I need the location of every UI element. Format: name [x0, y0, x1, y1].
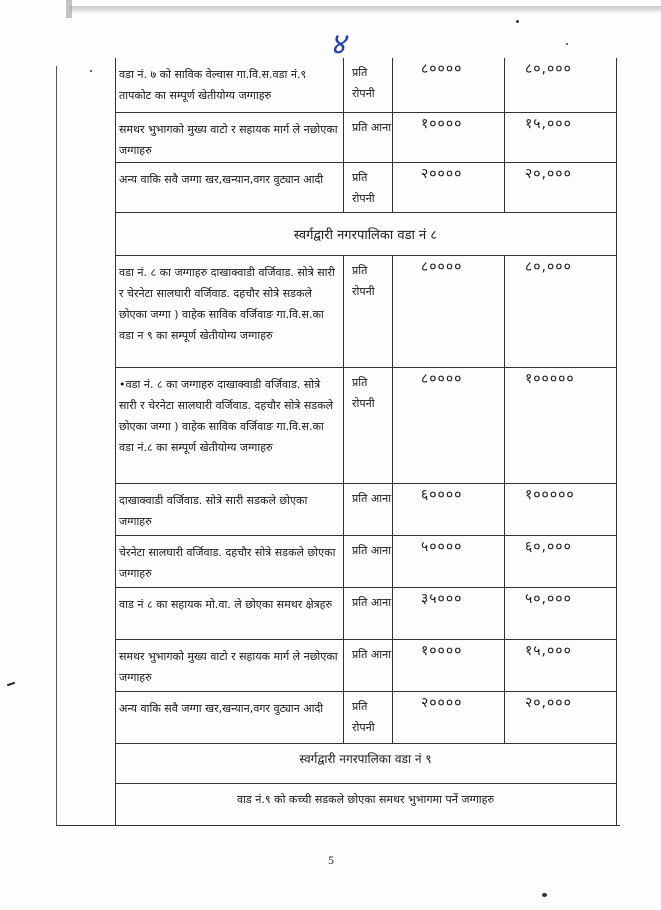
row-unit: प्रति आना	[344, 640, 393, 692]
scan-speck	[542, 893, 547, 897]
left-margin-line	[56, 66, 57, 826]
row-rate: १००००	[393, 640, 505, 692]
row-description: समथर भुभागको मुख्य वाटो र सहायक मार्ग ले नछोएका जग्गाहरु	[115, 640, 344, 692]
row-value: १०००००	[505, 368, 617, 484]
row-unit: प्रति रोपनी	[344, 692, 393, 744]
row-description: वडा नं. ७ को साविक वेल्वास गा.वि.स.वडा नं.९ तापकोट का सम्पूर्ण खेतीयोग्य जग्गाहरु	[115, 58, 344, 113]
row-value: ५०,०००	[505, 588, 617, 640]
row-rate: १००००	[393, 113, 505, 163]
row-unit: प्रति रोपनी	[344, 256, 393, 368]
row-description: दाखाक्वाडी वर्जिवाड. सोत्रे सारी सडकले छोएका जग्गाहरु	[115, 484, 344, 536]
row-value: ८०,०००	[505, 58, 617, 113]
row-description: समथर भुभागको मुख्य वाटो र सहायक मार्ग ले नछोएका जग्गाहरु	[115, 113, 344, 163]
row-rate: ६००००	[393, 484, 505, 536]
row-unit: प्रति आना	[344, 113, 393, 163]
table-row	[115, 163, 617, 213]
table-row	[115, 536, 617, 588]
scan-top-shadow	[70, 6, 661, 14]
page-number: 5	[328, 853, 334, 867]
table-row	[115, 640, 617, 692]
table-row	[115, 368, 617, 484]
row-unit: प्रति आना	[344, 588, 393, 640]
row-rate: ८००००	[393, 58, 505, 113]
section-header-row	[115, 213, 617, 256]
row-rate: ५००००	[393, 536, 505, 588]
scan-corner-shadow	[66, 0, 72, 18]
section-header-row	[115, 744, 617, 784]
table-row	[115, 58, 617, 113]
row-description: वडा नं. ८ का जग्गाहरु दाखाक्वाडी वर्जिवाड. सोत्रे सारी र चेरनेटा सालघारी वर्जिवाड. दहचौर सोत्रे सडकले छोएका जग्गा ) वाहेक साविक वर्जिवाङ गा.वि.स.का वडा न ९ का सम्पूर्ण खेतीयोग्य जग्गाहरु	[115, 256, 344, 368]
handwritten-page-mark: ४	[330, 27, 346, 62]
table-row	[115, 692, 617, 744]
table-row	[115, 113, 617, 163]
row-description: अन्य वाकि सवै जग्गा खर,खन्यान,वगर वुट्यान आदी	[115, 163, 344, 213]
row-description: •वडा नं. ८ का जग्गाहरु दाखाक्वाडी वर्जिवाड. सोत्रे सारी र चेरनेटा सालघारी वर्जिवाड. दहचौर सोत्रे सडकले छोएका जग्गा ) वाहेक साविक वर्जिवाङ गा.वि.स.का वडा नं.८ का सम्पूर्ण खेतीयोग्य जग्गाहरु	[115, 368, 344, 484]
row-rate: ८००००	[393, 256, 505, 368]
scan-speck	[566, 43, 568, 45]
row-rate: २००००	[393, 163, 505, 213]
table-row	[115, 256, 617, 368]
table-row	[115, 484, 617, 536]
table-row	[115, 588, 617, 640]
row-unit: प्रति आना	[344, 536, 393, 588]
row-unit: प्रति रोपनी	[344, 58, 393, 113]
row-description: चेरनेटा सालघारी वर्जिवाड. दहचौर सोत्रे सडकले छोएका जग्गाहरु	[115, 536, 344, 588]
scan-speck	[90, 70, 92, 72]
row-unit: प्रति रोपनी	[344, 368, 393, 484]
row-value: ६०,०००	[505, 536, 617, 588]
scan-mark	[7, 682, 15, 687]
row-rate: ८००००	[393, 368, 505, 484]
row-value: १५,०००	[505, 113, 617, 163]
row-description: अन्य वाकि सवै जग्गा खर,खन्यान,वगर वुट्यान आदी	[115, 692, 344, 744]
row-value: २०,०००	[505, 692, 617, 744]
section-title: स्वर्गद्वारी नगरपालिका वडा नं ९	[115, 744, 617, 784]
row-value: ८०,०००	[505, 256, 617, 368]
row-value: २०,०००	[505, 163, 617, 213]
row-unit: प्रति रोपनी	[344, 163, 393, 213]
row-value: १५,०००	[505, 640, 617, 692]
row-rate: २००००	[393, 692, 505, 744]
section-header-row	[115, 784, 617, 826]
scan-speck	[516, 20, 519, 23]
row-value: १०००००	[505, 484, 617, 536]
section-title: स्वर्गद्वारी नगरपालिका वडा नं ८	[115, 213, 617, 256]
section-title: वाड नं.९ को कच्ची सडकले छोएका समथर भुभागमा पर्ने जग्गाहरु	[115, 784, 617, 826]
row-rate: ३५०००	[393, 588, 505, 640]
row-description: वाड नं ८ का सहायक मो.वा. ले छोएका समथर क्षेत्रहरु	[115, 588, 344, 640]
row-unit: प्रति आना	[344, 484, 393, 536]
